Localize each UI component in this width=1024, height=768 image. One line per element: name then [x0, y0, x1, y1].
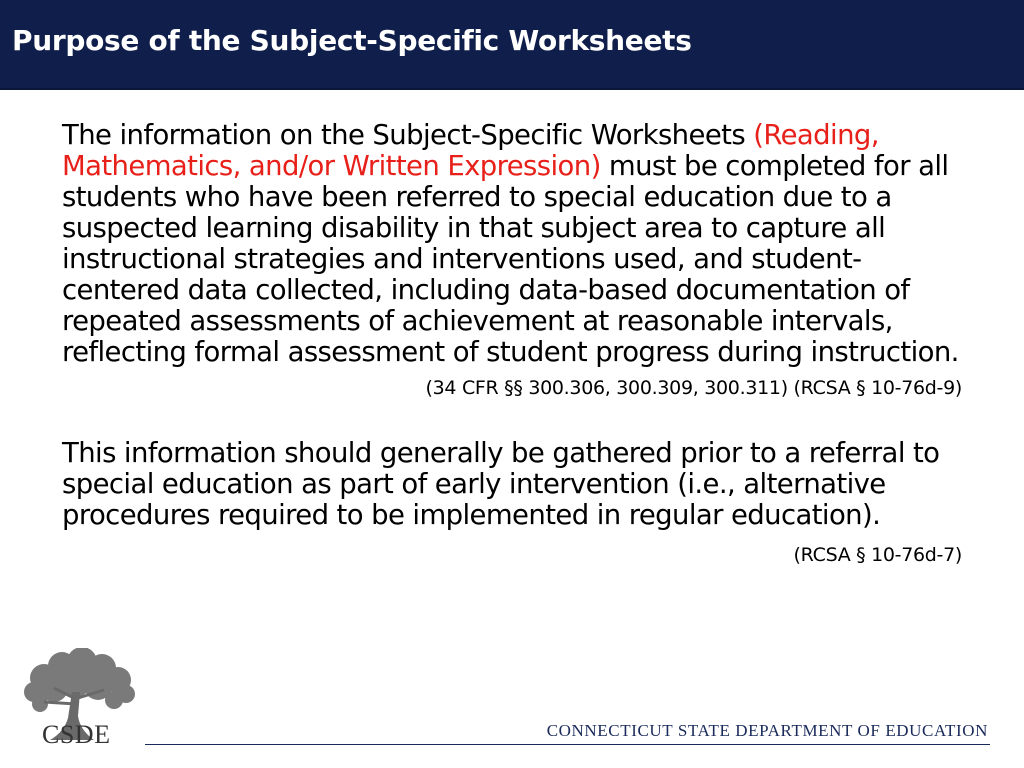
slide-title: Purpose of the Subject-Specific Worksheets [12, 24, 692, 57]
slide-content [62, 120, 972, 567]
paragraph-1-rest: must be completed for all students who have been referred to special education due to a suspected learning disability in that subject area to capture all instructional strategies and interventions used, and student-centered data collected, including data-based documentation of repeated assessments of achievement at reasonable intervals, reflecting formal assessment of student progress during instruction. [62, 150, 959, 368]
paragraph-early-intervention: This information should generally be gathered prior to a referral to special education as part of early intervention (i.e., alternative procedures required to be implemented in regular education). [62, 437, 940, 531]
paragraph-worksheet-purpose [62, 120, 972, 368]
footer-department-name: CONNECTICUT STATE DEPARTMENT OF EDUCATION [546, 721, 988, 740]
citation-cfr: (34 CFR §§ 300.306, 300.309, 300.311) (RCSA § 10-76d-9) [425, 377, 962, 399]
slide-title-bar [0, 0, 1024, 90]
paragraph-1-lead: The information on the Subject-Specific Worksheets [62, 119, 754, 151]
csde-logo-text: CSDE [42, 720, 111, 749]
paragraph-1-highlight: (Reading, Mathematics, and/or Written Expression) [62, 119, 879, 182]
footer-divider [145, 744, 990, 745]
citation-rcsa: (RCSA § 10-76d-7) [793, 544, 962, 566]
